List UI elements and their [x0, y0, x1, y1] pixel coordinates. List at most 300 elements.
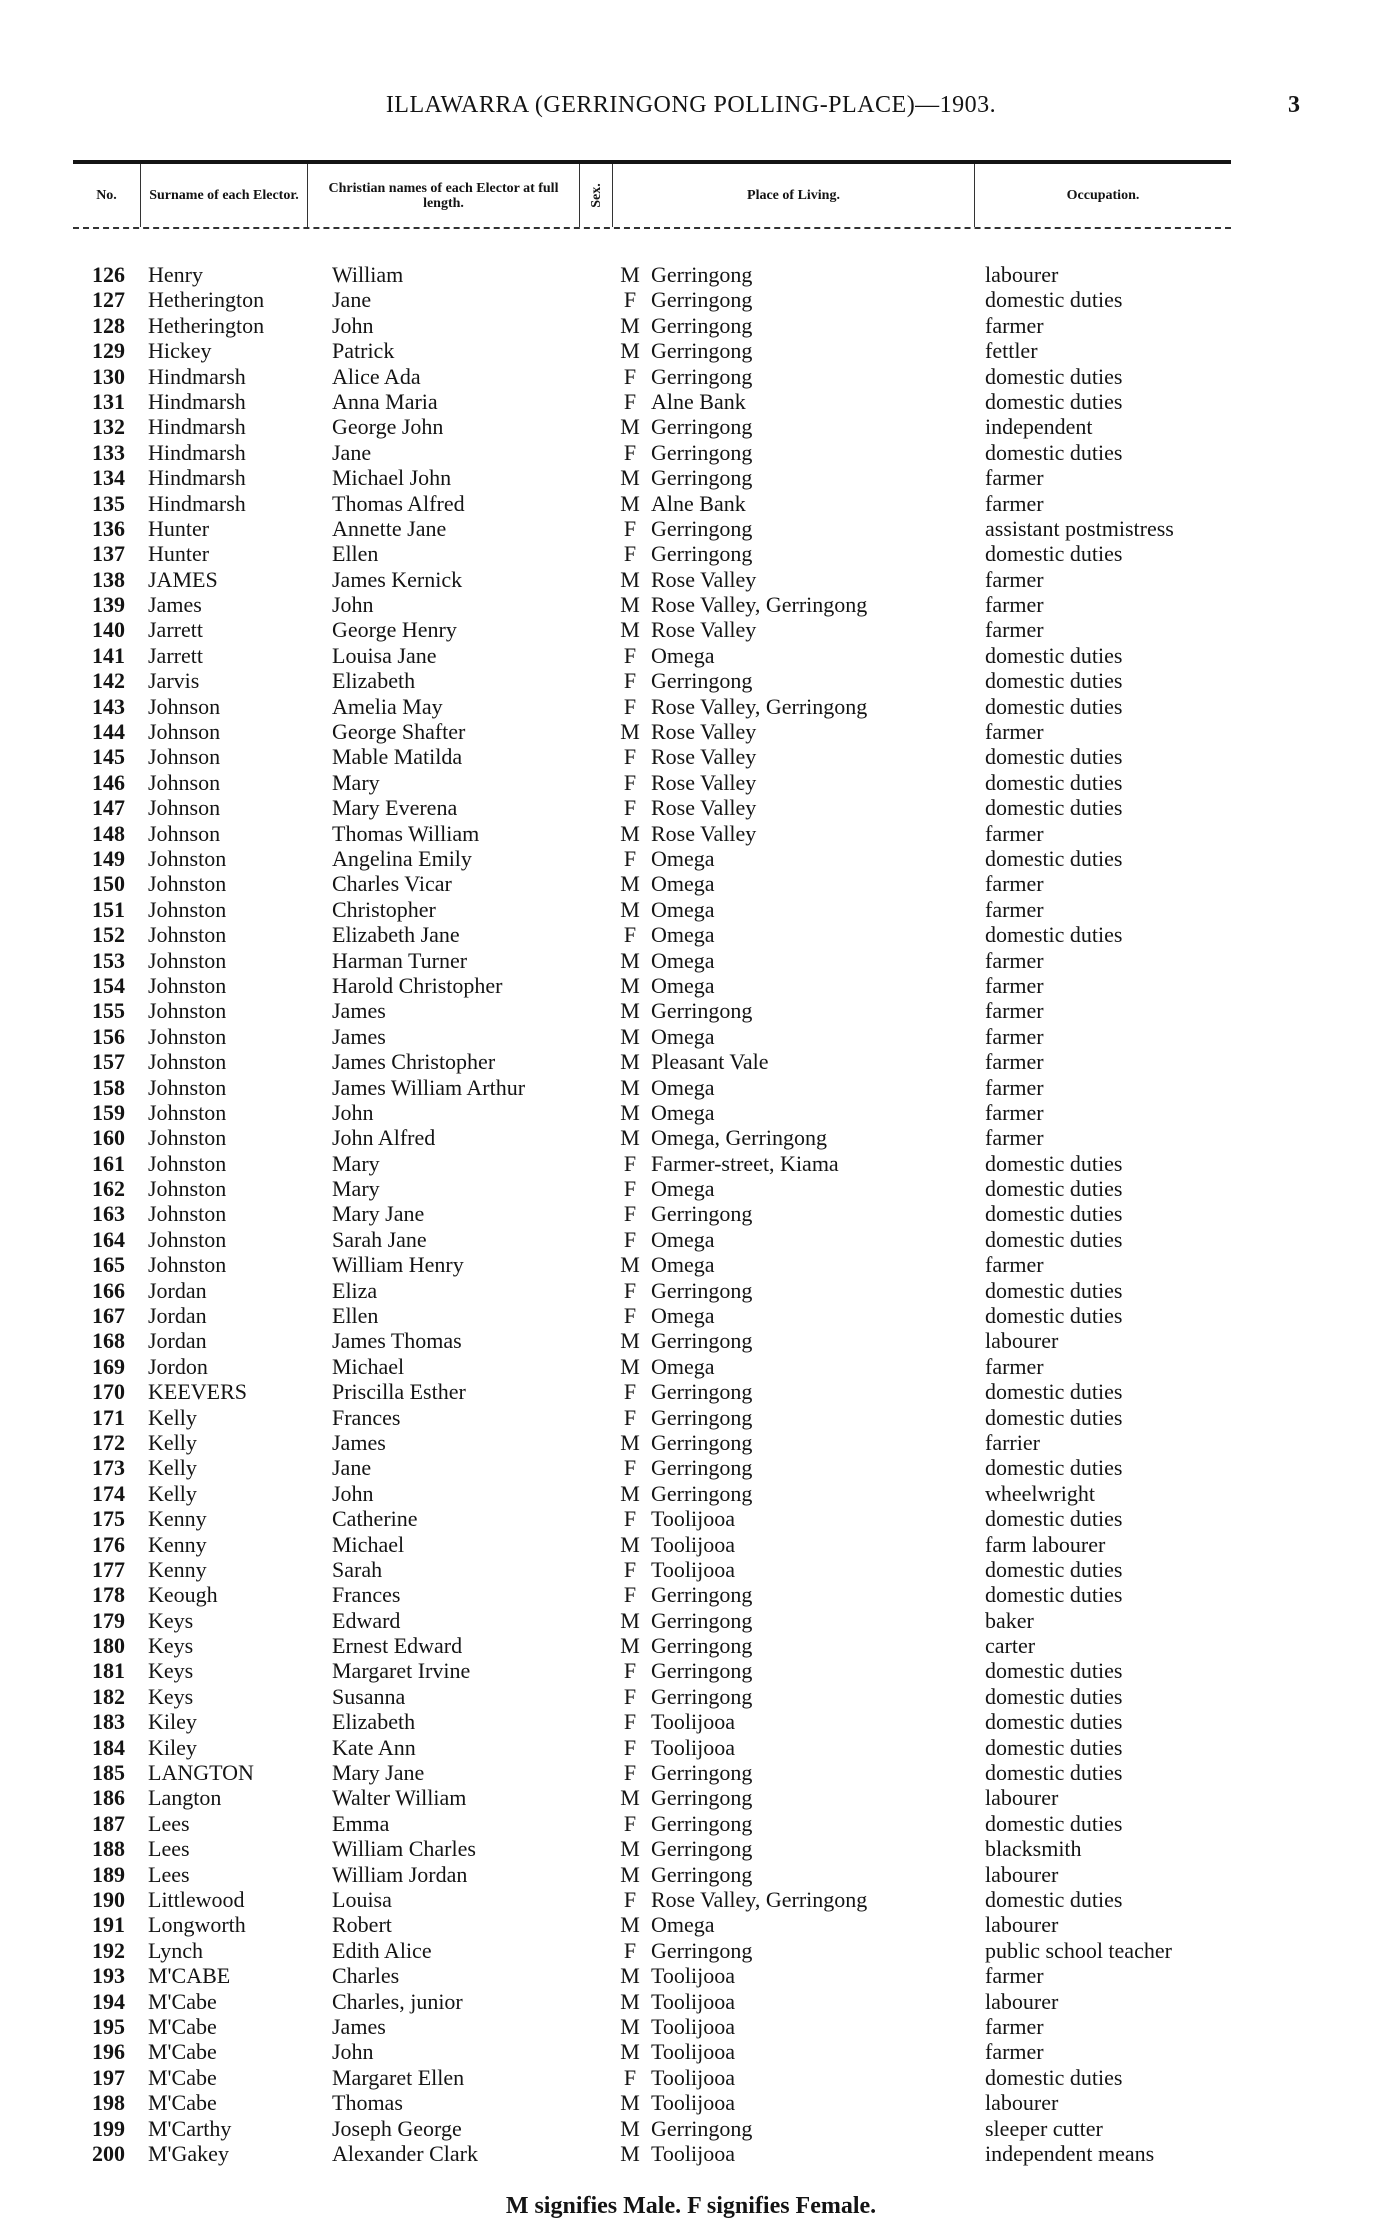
table-row	[0, 1963, 1382, 1988]
sex: M	[620, 2090, 640, 2116]
christian-names: Margaret Ellen	[332, 2064, 465, 2090]
occupation: farmer	[985, 592, 1044, 618]
table-row	[0, 821, 1382, 846]
occupation: domestic duties	[985, 1150, 1123, 1176]
place-of-living: Gerringong	[651, 1480, 753, 1506]
occupation: farmer	[985, 947, 1044, 973]
christian-names: James Kernick	[332, 566, 463, 592]
sex: M	[620, 1912, 640, 1938]
sex: F	[623, 1277, 637, 1303]
surname: Johnston	[148, 871, 227, 897]
christian-names: John	[332, 2039, 374, 2065]
christian-names: Mary Jane	[332, 1201, 425, 1227]
surname: M'Carthy	[148, 2115, 232, 2141]
christian-names: John Alfred	[332, 1125, 436, 1151]
occupation: farmer	[985, 312, 1044, 338]
place-of-living: Gerringong	[651, 262, 753, 287]
christian-names: William Henry	[332, 1252, 464, 1278]
elector-number: 196	[92, 2039, 125, 2065]
occupation: domestic duties	[985, 1226, 1123, 1252]
surname: Hindmarsh	[148, 439, 246, 465]
table-row	[0, 2039, 1382, 2064]
table-row	[0, 1201, 1382, 1226]
sex: M	[620, 2115, 640, 2141]
surname: Lees	[148, 1861, 190, 1887]
occupation: farmer	[985, 1023, 1044, 1049]
christian-names: Thomas Alfred	[332, 490, 465, 516]
occupation: farmer	[985, 1125, 1044, 1151]
sex: M	[620, 1633, 640, 1659]
christian-names: Mary	[332, 769, 380, 795]
sex: M	[620, 1049, 640, 1075]
place-of-living: Gerringong	[651, 465, 753, 491]
sex: M	[620, 1607, 640, 1633]
surname: Kenny	[148, 1506, 207, 1532]
sex: F	[623, 769, 637, 795]
place-of-living: Toolijooa	[651, 1734, 736, 1760]
occupation: labourer	[985, 1988, 1059, 2014]
occupation: farmer	[985, 566, 1044, 592]
christian-names: Ellen	[332, 541, 379, 567]
place-of-living: Omega	[651, 896, 715, 922]
occupation: farm labourer	[985, 1531, 1106, 1557]
sex: M	[620, 1429, 640, 1455]
christian-names: John	[332, 1099, 374, 1125]
christian-names: Kate Ann	[332, 1734, 416, 1760]
elector-number: 132	[92, 414, 125, 440]
sex: M	[620, 1099, 640, 1125]
place-of-living: Gerringong	[651, 1607, 753, 1633]
sex: M	[620, 566, 640, 592]
surname: Hindmarsh	[148, 414, 246, 440]
elector-number: 159	[92, 1099, 125, 1125]
occupation: independent	[985, 414, 1093, 440]
elector-number: 139	[92, 592, 125, 618]
place-of-living: Rose Valley, Gerringong	[651, 693, 868, 719]
surname: Littlewood	[148, 1887, 245, 1912]
table-row	[0, 1049, 1382, 1074]
elector-number: 147	[92, 795, 125, 821]
elector-number: 177	[92, 1556, 125, 1582]
occupation: domestic duties	[985, 388, 1123, 414]
table-row	[0, 1658, 1382, 1683]
occupation: farmer	[985, 1963, 1044, 1989]
christian-names: George John	[332, 414, 444, 440]
column-header-occupation: Occupation.	[1066, 188, 1140, 203]
sex: M	[620, 896, 640, 922]
place-of-living: Alne Bank	[651, 490, 746, 516]
occupation: domestic duties	[985, 363, 1123, 389]
occupation: labourer	[985, 1912, 1059, 1938]
occupation: carter	[985, 1633, 1036, 1659]
christian-names: Alice Ada	[332, 363, 421, 389]
surname: Longworth	[148, 1912, 246, 1938]
place-of-living: Gerringong	[651, 668, 753, 694]
elector-number: 158	[92, 1074, 125, 1100]
sex: F	[623, 1709, 637, 1735]
elector-number: 129	[92, 338, 125, 364]
surname: KEEVERS	[148, 1379, 247, 1405]
elector-number: 190	[92, 1887, 125, 1912]
christian-names: Anna Maria	[332, 388, 438, 414]
sex: M	[620, 490, 640, 516]
place-of-living: Toolijooa	[651, 2039, 736, 2065]
column-header-sex-label: Sex.	[588, 183, 604, 208]
sex: M	[620, 1353, 640, 1379]
elector-number: 140	[92, 617, 125, 643]
occupation: sleeper cutter	[985, 2115, 1103, 2141]
place-of-living: Toolijooa	[651, 1963, 736, 1989]
elector-number: 143	[92, 693, 125, 719]
place-of-living: Rose Valley	[651, 719, 757, 745]
sex: M	[620, 1252, 640, 1278]
page-header	[0, 92, 1382, 122]
header-dashed-rule	[73, 227, 1231, 229]
occupation: domestic duties	[985, 287, 1123, 313]
elector-number: 199	[92, 2115, 125, 2141]
christian-names: Charles Vicar	[332, 871, 452, 897]
place-of-living: Rose Valley, Gerringong	[651, 592, 868, 618]
table-row	[0, 1278, 1382, 1303]
surname: Kelly	[148, 1404, 197, 1430]
occupation: wheelwright	[985, 1480, 1095, 1506]
sex: F	[623, 922, 637, 948]
place-of-living: Toolijooa	[651, 2090, 736, 2116]
occupation: labourer	[985, 1785, 1059, 1811]
elector-number: 144	[92, 719, 125, 745]
place-of-living: Gerringong	[651, 541, 753, 567]
place-of-living: Rose Valley	[651, 566, 757, 592]
table-row	[0, 1887, 1382, 1912]
occupation: labourer	[985, 2090, 1059, 2116]
sex: F	[623, 1734, 637, 1760]
sex: F	[623, 1556, 637, 1582]
surname: Hindmarsh	[148, 388, 246, 414]
christian-names: Eliza	[332, 1277, 378, 1303]
sex: F	[623, 1683, 637, 1709]
surname: Hindmarsh	[148, 465, 246, 491]
sex: F	[623, 1582, 637, 1608]
table-row	[0, 1862, 1382, 1887]
christian-names: Emma	[332, 1810, 390, 1836]
sex: M	[620, 1861, 640, 1887]
surname: Hunter	[148, 541, 210, 567]
surname: Johnston	[148, 1150, 227, 1176]
place-of-living: Gerringong	[651, 1328, 753, 1354]
christian-names: William Charles	[332, 1836, 476, 1862]
occupation: domestic duties	[985, 1658, 1123, 1684]
occupation: fettler	[985, 338, 1038, 364]
sex: M	[620, 312, 640, 338]
sex: M	[620, 719, 640, 745]
surname: Hindmarsh	[148, 490, 246, 516]
table-row	[0, 897, 1382, 922]
table-row	[0, 1125, 1382, 1150]
table-row	[0, 1176, 1382, 1201]
table-row	[0, 1989, 1382, 2014]
surname: Johnston	[148, 1176, 227, 1202]
christian-names: Alexander Clark	[332, 2140, 478, 2166]
table-row	[0, 1735, 1382, 1760]
table-row	[0, 922, 1382, 947]
elector-number: 156	[92, 1023, 125, 1049]
sex: M	[620, 414, 640, 440]
sex: F	[623, 2064, 637, 2090]
sex: M	[620, 465, 640, 491]
sex: F	[623, 795, 637, 821]
elector-number: 178	[92, 1582, 125, 1608]
christian-names: John	[332, 312, 374, 338]
sex: M	[620, 1531, 640, 1557]
table-row	[0, 1760, 1382, 1785]
table-row	[0, 313, 1382, 338]
place-of-living: Omega	[651, 972, 715, 998]
table-row	[0, 1557, 1382, 1582]
occupation: farmer	[985, 2013, 1044, 2039]
elector-number: 133	[92, 439, 125, 465]
place-of-living: Gerringong	[651, 363, 753, 389]
surname: Jarrett	[148, 642, 203, 668]
place-of-living: Rose Valley	[651, 820, 757, 846]
place-of-living: Gerringong	[651, 1404, 753, 1430]
sex: F	[623, 1201, 637, 1227]
elector-number: 170	[92, 1379, 125, 1405]
sex: M	[620, 947, 640, 973]
elector-number: 149	[92, 845, 125, 871]
elector-number: 195	[92, 2013, 125, 2039]
christian-names: James Thomas	[332, 1328, 462, 1354]
christian-names: Mary	[332, 1150, 380, 1176]
place-of-living: Gerringong	[651, 1658, 753, 1684]
christian-names: Amelia May	[332, 693, 443, 719]
place-of-living: Gerringong	[651, 1201, 753, 1227]
table-row	[0, 1938, 1382, 1963]
surname: Johnston	[148, 998, 227, 1024]
elector-number: 163	[92, 1201, 125, 1227]
elector-number: 169	[92, 1353, 125, 1379]
christian-names: Louisa	[332, 1887, 392, 1912]
christian-names: Mary Jane	[332, 1760, 425, 1786]
christian-names: James	[332, 1429, 386, 1455]
place-of-living: Toolijooa	[651, 1531, 736, 1557]
surname: Johnston	[148, 1023, 227, 1049]
elector-number: 134	[92, 465, 125, 491]
christian-names: Elizabeth	[332, 668, 416, 694]
christian-names: Mary	[332, 1176, 380, 1202]
sex: M	[620, 1785, 640, 1811]
christian-names: Elizabeth	[332, 1709, 416, 1735]
surname: M'Gakey	[148, 2140, 229, 2166]
table-row	[0, 516, 1382, 541]
table-row	[0, 694, 1382, 719]
elector-number: 162	[92, 1176, 125, 1202]
elector-number: 135	[92, 490, 125, 516]
surname: Kenny	[148, 1556, 207, 1582]
table-row	[0, 1532, 1382, 1557]
place-of-living: Gerringong	[651, 439, 753, 465]
elector-number: 155	[92, 998, 125, 1024]
place-of-living: Gerringong	[651, 1937, 753, 1963]
sex: M	[620, 262, 640, 287]
christian-names: Louisa Jane	[332, 642, 437, 668]
elector-number: 197	[92, 2064, 125, 2090]
table-row	[0, 414, 1382, 439]
place-of-living: Omega	[651, 1912, 715, 1938]
table-row	[0, 1024, 1382, 1049]
christian-names: Sarah	[332, 1556, 383, 1582]
column-header-sex	[580, 164, 613, 227]
elector-number: 142	[92, 668, 125, 694]
occupation: domestic duties	[985, 1582, 1123, 1608]
table-row	[0, 1912, 1382, 1937]
place-of-living: Omega	[651, 1176, 715, 1202]
elector-number: 187	[92, 1810, 125, 1836]
christian-names: Jane	[332, 287, 372, 313]
occupation: domestic duties	[985, 744, 1123, 770]
sex: F	[623, 1506, 637, 1532]
occupation: farmer	[985, 2039, 1044, 2065]
place-of-living: Pleasant Vale	[651, 1049, 769, 1075]
table-row	[0, 770, 1382, 795]
elector-number: 157	[92, 1049, 125, 1075]
sex: M	[620, 820, 640, 846]
place-of-living: Gerringong	[651, 1379, 753, 1405]
surname: Jarrett	[148, 617, 203, 643]
place-of-living: Gerringong	[651, 1683, 753, 1709]
table-row	[0, 948, 1382, 973]
occupation: domestic duties	[985, 1709, 1123, 1735]
christian-names: Sarah Jane	[332, 1226, 427, 1252]
surname: M'Cabe	[148, 1988, 217, 2014]
place-of-living: Toolijooa	[651, 1988, 736, 2014]
surname: Johnston	[148, 1252, 227, 1278]
christian-names: Ellen	[332, 1303, 379, 1329]
occupation: domestic duties	[985, 922, 1123, 948]
elector-number: 181	[92, 1658, 125, 1684]
elector-number: 183	[92, 1709, 125, 1735]
table-row	[0, 1100, 1382, 1125]
table-row	[0, 1709, 1382, 1734]
surname: Hetherington	[148, 287, 265, 313]
christian-names: Ernest Edward	[332, 1633, 463, 1659]
sex: F	[623, 1150, 637, 1176]
elector-number: 185	[92, 1760, 125, 1786]
table-row	[0, 465, 1382, 490]
christian-names: Edith Alice	[332, 1937, 432, 1963]
occupation: public school teacher	[985, 1937, 1172, 1963]
place-of-living: Gerringong	[651, 1861, 753, 1887]
surname: Jordan	[148, 1303, 207, 1329]
place-of-living: Rose Valley	[651, 769, 757, 795]
surname: James	[148, 592, 202, 618]
sex: M	[620, 2013, 640, 2039]
place-of-living: Gerringong	[651, 1633, 753, 1659]
occupation: farmer	[985, 1252, 1044, 1278]
christian-names: Elizabeth Jane	[332, 922, 460, 948]
surname: Johnson	[148, 719, 221, 745]
footer-note: M signifies Male. F signifies Female.	[505, 2193, 877, 2219]
christian-names: Angelina Emily	[332, 845, 472, 871]
column-header-christian-names: Christian names of each Elector at full length.	[308, 164, 580, 227]
elector-number: 148	[92, 820, 125, 846]
occupation: labourer	[985, 1328, 1059, 1354]
place-of-living: Omega	[651, 845, 715, 871]
occupation: domestic duties	[985, 1556, 1123, 1582]
christian-names: Walter William	[332, 1785, 467, 1811]
table-row	[0, 2090, 1382, 2115]
elector-number: 166	[92, 1277, 125, 1303]
occupation: domestic duties	[985, 642, 1123, 668]
table-row	[0, 1684, 1382, 1709]
table-row	[0, 1582, 1382, 1607]
elector-number: 153	[92, 947, 125, 973]
page-title: ILLAWARRA (GERRINGONG POLLING-PLACE)—1903.	[385, 92, 997, 118]
place-of-living: Gerringong	[651, 1760, 753, 1786]
christian-names: Patrick	[332, 338, 395, 364]
table-row	[0, 719, 1382, 744]
place-of-living: Omega	[651, 947, 715, 973]
place-of-living: Gerringong	[651, 312, 753, 338]
occupation: domestic duties	[985, 668, 1123, 694]
occupation: domestic duties	[985, 1506, 1123, 1532]
sex: F	[623, 287, 637, 313]
surname: M'Cabe	[148, 2090, 217, 2116]
place-of-living: Omega	[651, 1303, 715, 1329]
sex: F	[623, 388, 637, 414]
place-of-living: Omega	[651, 1099, 715, 1125]
christian-names: Michael	[332, 1531, 405, 1557]
place-of-living: Gerringong	[651, 1429, 753, 1455]
table-row	[0, 389, 1382, 414]
place-of-living: Toolijooa	[651, 1506, 736, 1532]
place-of-living: Rose Valley	[651, 744, 757, 770]
table-row	[0, 2116, 1382, 2141]
occupation: domestic duties	[985, 1683, 1123, 1709]
table-row	[0, 1506, 1382, 1531]
christian-names: James	[332, 2013, 386, 2039]
occupation: domestic duties	[985, 1887, 1123, 1912]
elector-number: 186	[92, 1785, 125, 1811]
occupation: domestic duties	[985, 2064, 1123, 2090]
column-headers	[73, 164, 1231, 227]
sex: M	[620, 1836, 640, 1862]
surname: Hindmarsh	[148, 363, 246, 389]
table-row	[0, 1481, 1382, 1506]
table-row	[0, 491, 1382, 516]
table-row	[0, 998, 1382, 1023]
christian-names: George Shafter	[332, 719, 466, 745]
christian-names: John	[332, 1480, 374, 1506]
sex: M	[620, 617, 640, 643]
place-of-living: Gerringong	[651, 998, 753, 1024]
surname: Kenny	[148, 1531, 207, 1557]
sex: M	[620, 338, 640, 364]
table-row	[0, 1354, 1382, 1379]
elector-number: 182	[92, 1683, 125, 1709]
place-of-living: Toolijooa	[651, 2064, 736, 2090]
elector-number: 200	[92, 2140, 125, 2166]
column-header-place: Place of Living.	[613, 164, 975, 227]
table-row	[0, 2141, 1382, 2166]
electoral-roll-table	[0, 262, 1382, 2166]
place-of-living: Alne Bank	[651, 388, 746, 414]
elector-number: 136	[92, 515, 125, 541]
surname: Johnston	[148, 947, 227, 973]
sex: F	[623, 363, 637, 389]
occupation: farmer	[985, 972, 1044, 998]
surname: Jarvis	[148, 668, 200, 694]
sex: F	[623, 744, 637, 770]
